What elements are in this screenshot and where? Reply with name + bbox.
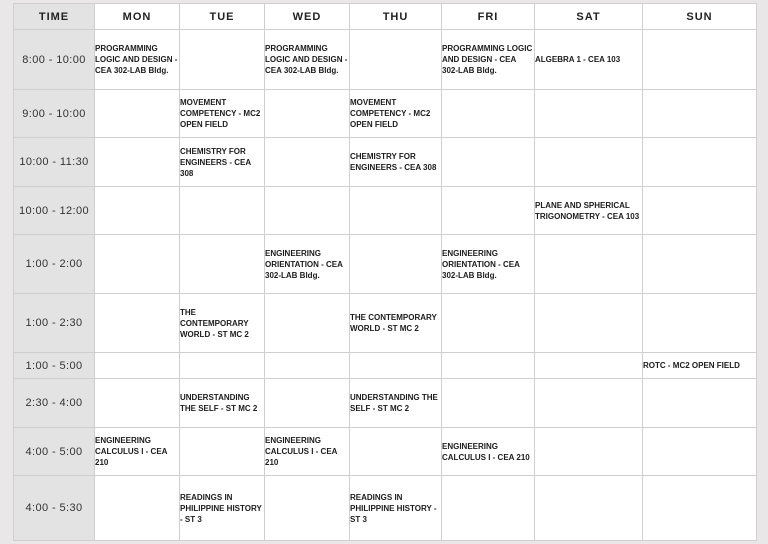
- header-row: [14, 4, 757, 30]
- class-entry-thu: UNDERSTANDING THE SELF - ST MC 2: [350, 379, 442, 428]
- empty-cell-sat: [535, 235, 643, 294]
- empty-cell-fri: [442, 353, 535, 379]
- class-entry-thu: READINGS IN PHILIPPINE HISTORY - ST 3: [350, 476, 442, 541]
- empty-cell-sun: [643, 90, 757, 138]
- header-wed: WED: [265, 4, 350, 30]
- empty-cell-wed: [265, 353, 350, 379]
- empty-cell-tue: [180, 353, 265, 379]
- empty-cell-thu: [350, 30, 442, 90]
- schedule-row: [14, 428, 757, 476]
- empty-cell-sun: [643, 476, 757, 541]
- empty-cell-sat: [535, 428, 643, 476]
- class-entry-mon: ENGINEERING CALCULUS I - CEA 210: [95, 428, 180, 476]
- header-fri: FRI: [442, 4, 535, 30]
- empty-cell-sun: [643, 294, 757, 353]
- class-entry-tue: CHEMISTRY FOR ENGINEERS - CEA 308: [180, 138, 265, 187]
- time-slot: 9:00 - 10:00: [14, 90, 95, 138]
- empty-cell-fri: [442, 187, 535, 235]
- class-schedule: [13, 3, 757, 541]
- time-slot: 2:30 - 4:00: [14, 379, 95, 428]
- empty-cell-sun: [643, 379, 757, 428]
- empty-cell-sun: [643, 235, 757, 294]
- schedule-row: [14, 90, 757, 138]
- class-entry-tue: UNDERSTANDING THE SELF - ST MC 2: [180, 379, 265, 428]
- time-slot: 10:00 - 11:30: [14, 138, 95, 187]
- empty-cell-fri: [442, 138, 535, 187]
- time-slot: 1:00 - 2:00: [14, 235, 95, 294]
- class-entry-sat: PLANE AND SPHERICAL TRIGONOMETRY - CEA 103: [535, 187, 643, 235]
- empty-cell-tue: [180, 235, 265, 294]
- time-slot: 8:00 - 10:00: [14, 30, 95, 90]
- time-slot: 4:00 - 5:00: [14, 428, 95, 476]
- empty-cell-mon: [95, 90, 180, 138]
- empty-cell-wed: [265, 294, 350, 353]
- time-slot: 4:00 - 5:30: [14, 476, 95, 541]
- schedule-row: [14, 138, 757, 187]
- class-entry-fri: ENGINEERING ORIENTATION - CEA 302-LAB Bldg.: [442, 235, 535, 294]
- schedule-row: [14, 476, 757, 541]
- schedule-row: [14, 30, 757, 90]
- schedule-row: [14, 379, 757, 428]
- class-entry-wed: PROGRAMMING LOGIC AND DESIGN - CEA 302-LAB Bldg.: [265, 30, 350, 90]
- schedule-row: [14, 235, 757, 294]
- class-entry-tue: READINGS IN PHILIPPINE HISTORY - ST 3: [180, 476, 265, 541]
- schedule-table: [13, 3, 757, 541]
- empty-cell-wed: [265, 187, 350, 235]
- class-entry-thu: MOVEMENT COMPETENCY - MC2 OPEN FIELD: [350, 90, 442, 138]
- empty-cell-sun: [643, 30, 757, 90]
- class-entry-sun: ROTC - MC2 OPEN FIELD: [643, 353, 757, 379]
- empty-cell-sun: [643, 428, 757, 476]
- empty-cell-thu: [350, 187, 442, 235]
- empty-cell-mon: [95, 476, 180, 541]
- empty-cell-tue: [180, 30, 265, 90]
- header-sun: SUN: [643, 4, 757, 30]
- empty-cell-thu: [350, 353, 442, 379]
- empty-cell-wed: [265, 476, 350, 541]
- time-slot: 10:00 - 12:00: [14, 187, 95, 235]
- empty-cell-sat: [535, 353, 643, 379]
- class-entry-mon: PROGRAMMING LOGIC AND DESIGN - CEA 302-LAB Bldg.: [95, 30, 180, 90]
- empty-cell-mon: [95, 379, 180, 428]
- empty-cell-sat: [535, 90, 643, 138]
- empty-cell-tue: [180, 428, 265, 476]
- empty-cell-fri: [442, 294, 535, 353]
- empty-cell-sun: [643, 138, 757, 187]
- empty-cell-sat: [535, 476, 643, 541]
- empty-cell-sat: [535, 294, 643, 353]
- empty-cell-mon: [95, 353, 180, 379]
- empty-cell-wed: [265, 138, 350, 187]
- schedule-row: [14, 353, 757, 379]
- header-mon: MON: [95, 4, 180, 30]
- empty-cell-wed: [265, 90, 350, 138]
- empty-cell-sun: [643, 187, 757, 235]
- empty-cell-sat: [535, 138, 643, 187]
- empty-cell-mon: [95, 187, 180, 235]
- empty-cell-tue: [180, 187, 265, 235]
- header-tue: TUE: [180, 4, 265, 30]
- class-entry-thu: THE CONTEMPORARY WORLD - ST MC 2: [350, 294, 442, 353]
- class-entry-fri: PROGRAMMING LOGIC AND DESIGN - CEA 302-LAB Bldg.: [442, 30, 535, 90]
- empty-cell-fri: [442, 379, 535, 428]
- schedule-row: [14, 187, 757, 235]
- empty-cell-sat: [535, 379, 643, 428]
- class-entry-thu: CHEMISTRY FOR ENGINEERS - CEA 308: [350, 138, 442, 187]
- empty-cell-wed: [265, 379, 350, 428]
- empty-cell-mon: [95, 138, 180, 187]
- empty-cell-thu: [350, 235, 442, 294]
- header-sat: SAT: [535, 4, 643, 30]
- time-slot: 1:00 - 5:00: [14, 353, 95, 379]
- header-thu: THU: [350, 4, 442, 30]
- class-entry-wed: ENGINEERING ORIENTATION - CEA 302-LAB Bldg.: [265, 235, 350, 294]
- class-entry-tue: MOVEMENT COMPETENCY - MC2 OPEN FIELD: [180, 90, 265, 138]
- empty-cell-mon: [95, 294, 180, 353]
- class-entry-sat: ALGEBRA 1 - CEA 103: [535, 30, 643, 90]
- class-entry-tue: THE CONTEMPORARY WORLD - ST MC 2: [180, 294, 265, 353]
- class-entry-fri: ENGINEERING CALCULUS I - CEA 210: [442, 428, 535, 476]
- class-entry-wed: ENGINEERING CALCULUS I - CEA 210: [265, 428, 350, 476]
- schedule-row: [14, 294, 757, 353]
- empty-cell-fri: [442, 90, 535, 138]
- empty-cell-fri: [442, 476, 535, 541]
- time-slot: 1:00 - 2:30: [14, 294, 95, 353]
- empty-cell-thu: [350, 428, 442, 476]
- header-time: TIME: [14, 4, 95, 30]
- empty-cell-mon: [95, 235, 180, 294]
